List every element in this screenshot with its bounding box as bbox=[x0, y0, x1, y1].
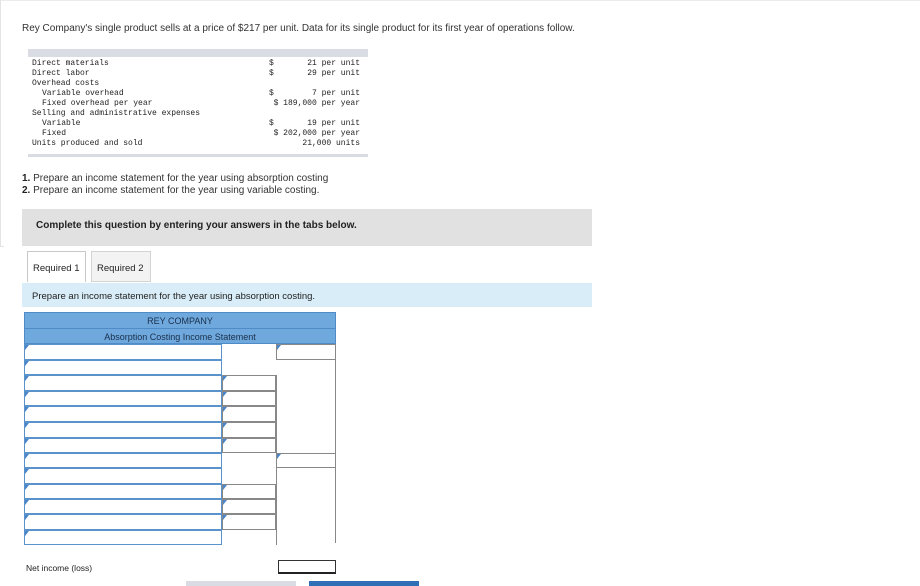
instruction-2: 2. Prepare an income statement for the year using variable costing. bbox=[22, 185, 320, 196]
cost-data-row bbox=[28, 109, 368, 119]
statement-label-input[interactable] bbox=[24, 514, 222, 530]
cost-data-label: Fixed bbox=[42, 129, 67, 138]
input-marker-icon bbox=[25, 485, 29, 490]
cost-data-value: $ 202,000 per year bbox=[273, 129, 360, 138]
cost-data-row bbox=[28, 89, 368, 99]
statement-amount-input[interactable] bbox=[222, 514, 276, 530]
cost-data-label: Variable bbox=[42, 119, 81, 128]
cost-data-label: Variable overhead bbox=[42, 89, 124, 98]
input-marker-icon bbox=[223, 423, 227, 428]
statement-header bbox=[24, 312, 336, 344]
complete-banner bbox=[22, 209, 592, 246]
input-marker-icon bbox=[25, 392, 29, 397]
statement-total-input[interactable] bbox=[276, 344, 336, 360]
input-marker-icon bbox=[25, 515, 29, 520]
net-income-label: Net income (loss) bbox=[26, 563, 93, 573]
income-statement-grid bbox=[24, 312, 336, 574]
statement-label-input[interactable] bbox=[24, 484, 222, 499]
input-marker-icon bbox=[25, 407, 29, 412]
cost-data-currency: $ bbox=[269, 119, 274, 128]
prev-button[interactable] bbox=[186, 581, 296, 586]
cost-data-currency: $ bbox=[269, 59, 274, 68]
cost-data-table-header bbox=[28, 49, 368, 57]
instruction-1: 1. Prepare an income statement for the year using absorption costing bbox=[22, 173, 329, 184]
input-marker-icon bbox=[25, 439, 29, 444]
cost-data-label: Units produced and sold bbox=[32, 139, 143, 148]
statement-label-input[interactable] bbox=[24, 344, 222, 360]
input-marker-icon bbox=[223, 439, 227, 444]
tab-required-1[interactable]: Required 1 bbox=[27, 251, 86, 282]
prompt-text: Prepare an income statement for the year using absorption costing. bbox=[32, 291, 316, 302]
statement-label-input[interactable] bbox=[24, 375, 222, 391]
cost-data-value: 21 per unit bbox=[307, 59, 360, 68]
cost-data-table bbox=[28, 49, 368, 157]
statement-amount-input[interactable] bbox=[222, 391, 276, 406]
input-marker-icon bbox=[25, 469, 29, 474]
statement-label-input[interactable] bbox=[24, 360, 222, 375]
cost-data-label: Direct materials bbox=[32, 59, 109, 68]
input-marker-icon bbox=[223, 500, 227, 505]
statement-header-divider bbox=[25, 328, 335, 329]
statement-label-input[interactable] bbox=[24, 391, 222, 406]
cost-data-row bbox=[28, 69, 368, 79]
input-marker-icon bbox=[25, 345, 29, 350]
cost-data-value: $ 189,000 per year bbox=[273, 99, 360, 108]
input-marker-icon bbox=[277, 454, 281, 459]
statement-amount-input[interactable] bbox=[222, 406, 276, 422]
input-marker-icon bbox=[223, 392, 227, 397]
frame-corner bbox=[0, 246, 4, 247]
input-marker-icon bbox=[25, 500, 29, 505]
statement-amount-input[interactable] bbox=[222, 422, 276, 438]
cost-data-value: 29 per unit bbox=[307, 69, 360, 78]
cost-data-value: 21,000 units bbox=[302, 139, 360, 148]
statement-amount-input[interactable] bbox=[222, 375, 276, 391]
cost-data-row bbox=[28, 119, 368, 129]
problem-intro: Rey Company's single product sells at a price of $217 per unit. Data for its single product for its first year of operations follow. bbox=[22, 23, 575, 34]
statement-amount-input[interactable] bbox=[222, 484, 276, 499]
input-marker-icon bbox=[25, 361, 29, 366]
cost-data-currency: $ bbox=[269, 89, 274, 98]
cost-data-label: Fixed overhead per year bbox=[42, 99, 153, 108]
statement-amount-input[interactable] bbox=[222, 438, 276, 453]
input-marker-icon bbox=[25, 423, 29, 428]
statement-title: Absorption Costing Income Statement bbox=[104, 332, 256, 342]
input-marker-icon bbox=[223, 515, 227, 520]
input-marker-icon bbox=[25, 376, 29, 381]
cost-data-row bbox=[28, 139, 368, 149]
grid-right-edge bbox=[335, 344, 336, 543]
cost-data-table-footer bbox=[28, 154, 368, 157]
cost-data-row bbox=[28, 59, 368, 69]
tab-required-2[interactable]: Required 2 bbox=[91, 251, 151, 282]
input-marker-icon bbox=[223, 407, 227, 412]
input-marker-icon bbox=[25, 454, 29, 459]
input-marker-icon bbox=[25, 531, 29, 536]
cost-data-value: 19 per unit bbox=[307, 119, 360, 128]
statement-label-input[interactable] bbox=[24, 422, 222, 438]
frame-left-border bbox=[0, 0, 1, 246]
prompt-bar bbox=[22, 283, 592, 307]
cost-data-currency: $ bbox=[269, 69, 274, 78]
input-marker-icon bbox=[277, 345, 281, 350]
statement-label-input[interactable] bbox=[24, 530, 222, 545]
cost-data-label: Direct labor bbox=[32, 69, 90, 78]
statement-label-input[interactable] bbox=[24, 438, 222, 453]
net-income-input[interactable] bbox=[278, 560, 336, 574]
statement-label-input[interactable] bbox=[24, 453, 222, 468]
cost-data-row bbox=[28, 99, 368, 109]
input-marker-icon bbox=[223, 485, 227, 490]
statement-label-input[interactable] bbox=[24, 406, 222, 422]
cost-data-row bbox=[28, 79, 368, 89]
next-button[interactable] bbox=[309, 581, 419, 586]
statement-total-input[interactable] bbox=[276, 453, 336, 468]
statement-amount-input[interactable] bbox=[222, 499, 276, 514]
statement-label-input[interactable] bbox=[24, 468, 222, 484]
cost-data-row bbox=[28, 129, 368, 139]
statement-label-input[interactable] bbox=[24, 499, 222, 514]
frame-top-border bbox=[0, 0, 920, 1]
grid-mid-edge bbox=[276, 375, 277, 545]
statement-company-name: REY COMPANY bbox=[147, 316, 213, 326]
cost-data-value: 7 per unit bbox=[311, 89, 360, 98]
cost-data-label: Overhead costs bbox=[32, 79, 100, 88]
complete-banner-text: Complete this question by entering your answers in the tabs below. bbox=[36, 220, 357, 231]
input-marker-icon bbox=[223, 376, 227, 381]
cost-data-label: Selling and administrative expenses bbox=[32, 109, 201, 118]
